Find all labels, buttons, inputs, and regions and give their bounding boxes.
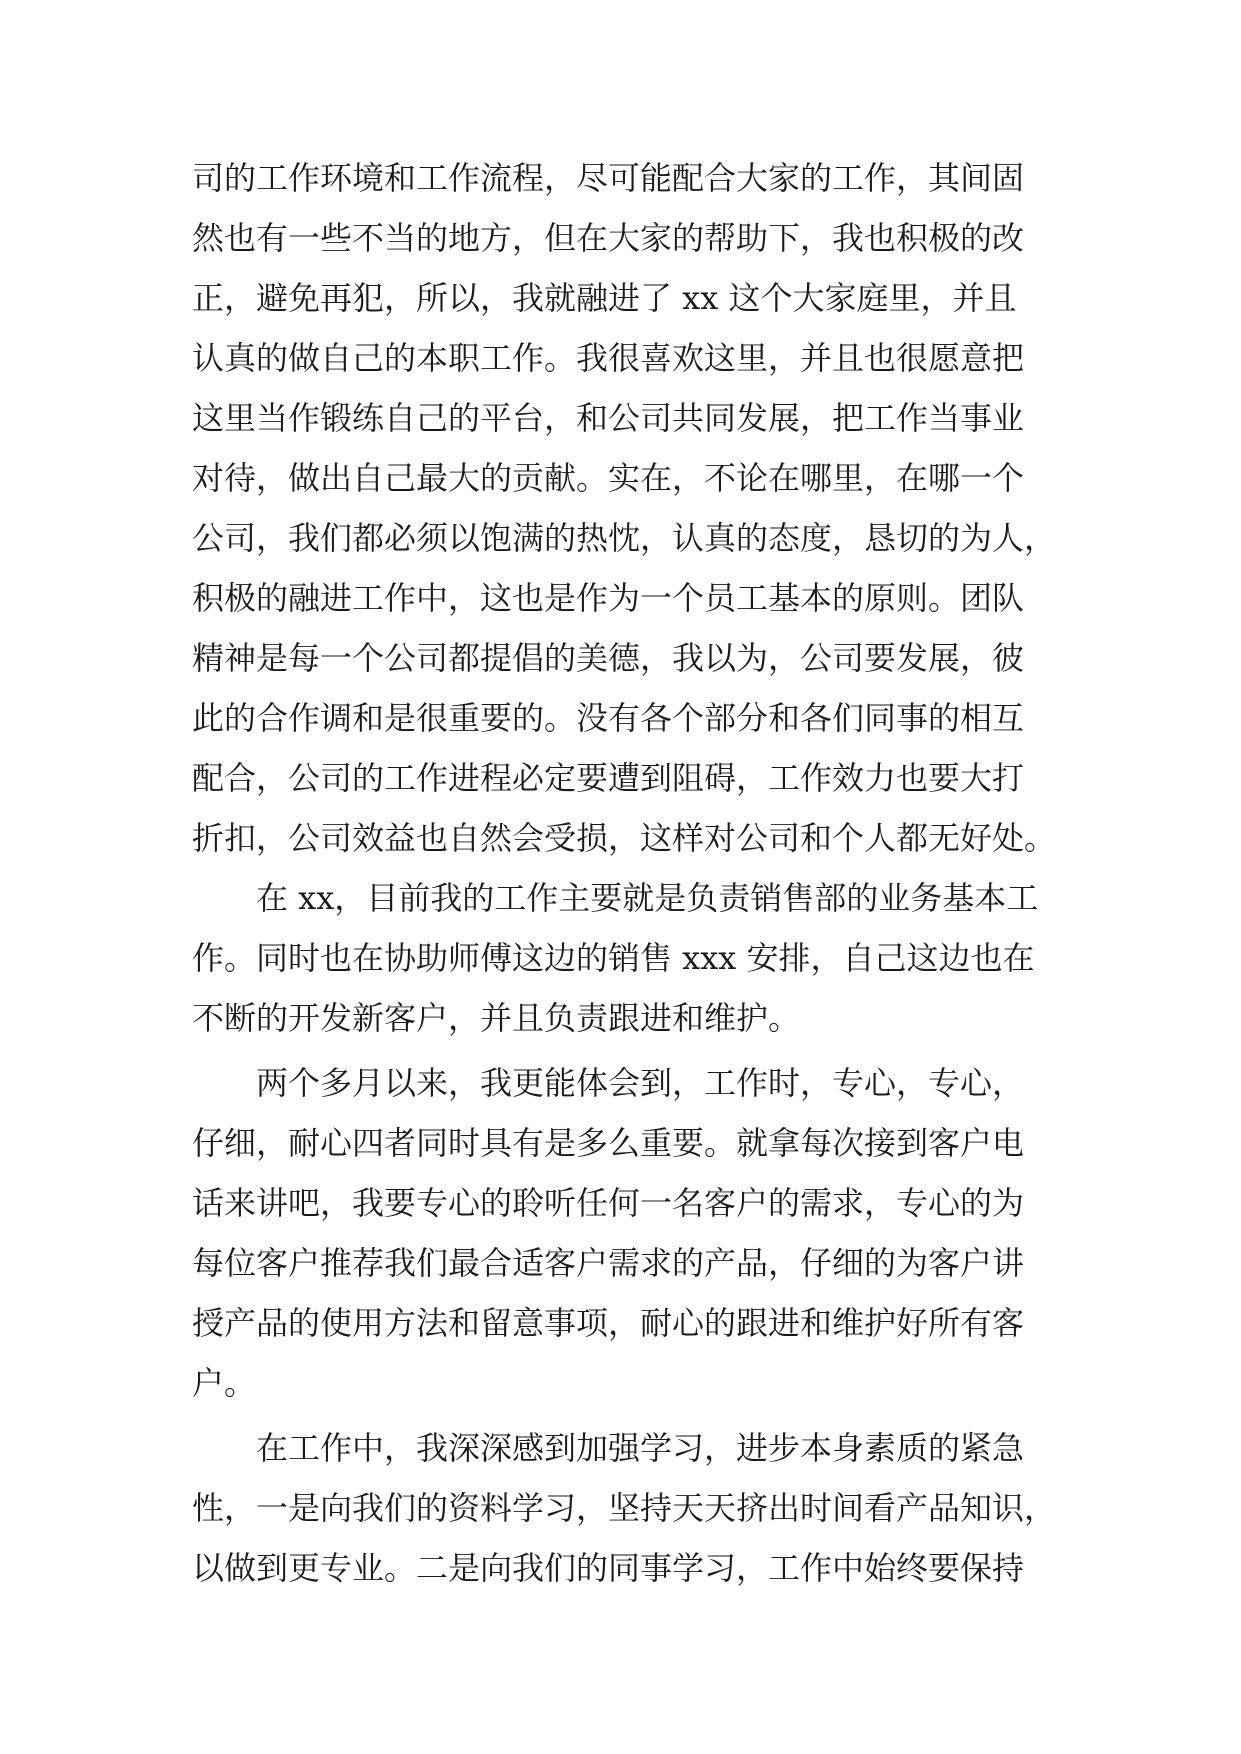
text-line: 折扣，公司效益也自然会受损，这样对公司和个人都无好处。 bbox=[192, 819, 1057, 857]
text-line: 授产品的使用方法和留意事项，耐心的跟进和维护好所有客 bbox=[192, 1304, 1025, 1342]
text-line: 每位客户推荐我们最合适客户需求的产品，仔细的为客户讲 bbox=[192, 1244, 1025, 1282]
text-line: 以做到更专业。二是向我们的同事学习，工作中始终要保持 bbox=[192, 1549, 1025, 1587]
text-line: 此的合作调和是很重要的。没有各个部分和各们同事的相互 bbox=[192, 699, 1025, 737]
paragraph-first-line: 两个多月以来，我更能体会到，工作时，专心，专心， bbox=[256, 1064, 1025, 1102]
text-line: 仔细，耐心四者同时具有是多么重要。就拿每次接到客户电 bbox=[192, 1124, 1025, 1162]
text-line: 不断的开发新客户，并且负责跟进和维护。 bbox=[192, 999, 801, 1037]
text-line: 司的工作环境和工作流程，尽可能配合大家的工作，其间固 bbox=[192, 159, 1025, 197]
text-line: 户。 bbox=[192, 1364, 257, 1402]
text-line: 积极的融进工作中，这也是作为一个员工基本的原则。团队 bbox=[192, 579, 1025, 617]
paragraph-first-line: 在工作中，我深深感到加强学习，进步本身素质的紧急 bbox=[256, 1429, 1025, 1467]
text-line: 作。同时也在协助师傅这边的销售 xxx 安排，自己这边也在 bbox=[192, 939, 1035, 977]
text-line: 话来讲吧，我要专心的聆听任何一名客户的需求，专心的为 bbox=[192, 1184, 1025, 1222]
text-line: 配合，公司的工作进程必定要遭到阻碍，工作效力也要大打 bbox=[192, 759, 1025, 797]
text-line: 认真的做自己的本职工作。我很喜欢这里，并且也很愿意把 bbox=[192, 339, 1025, 377]
text-line: 公司，我们都必须以饱满的热忱，认真的态度，恳切的为人， bbox=[192, 519, 1057, 557]
paragraph-first-line: 在 xx，目前我的工作主要就是负责销售部的业务基本工 bbox=[256, 879, 1039, 917]
text-line: 正，避免再犯，所以，我就融进了 xx 这个大家庭里，并且 bbox=[192, 279, 1017, 317]
text-line: 精神是每一个公司都提倡的美德，我以为，公司要发展，彼 bbox=[192, 639, 1025, 677]
text-line: 对待，做出自己最大的贡献。实在，不论在哪里，在哪一个 bbox=[192, 459, 1025, 497]
text-line: 这里当作锻练自己的平台，和公司共同发展，把工作当事业 bbox=[192, 399, 1025, 437]
text-line: 性，一是向我们的资料学习，坚持天天挤出时间看产品知识， bbox=[192, 1489, 1057, 1527]
text-line: 然也有一些不当的地方，但在大家的帮助下，我也积极的改 bbox=[192, 219, 1025, 257]
